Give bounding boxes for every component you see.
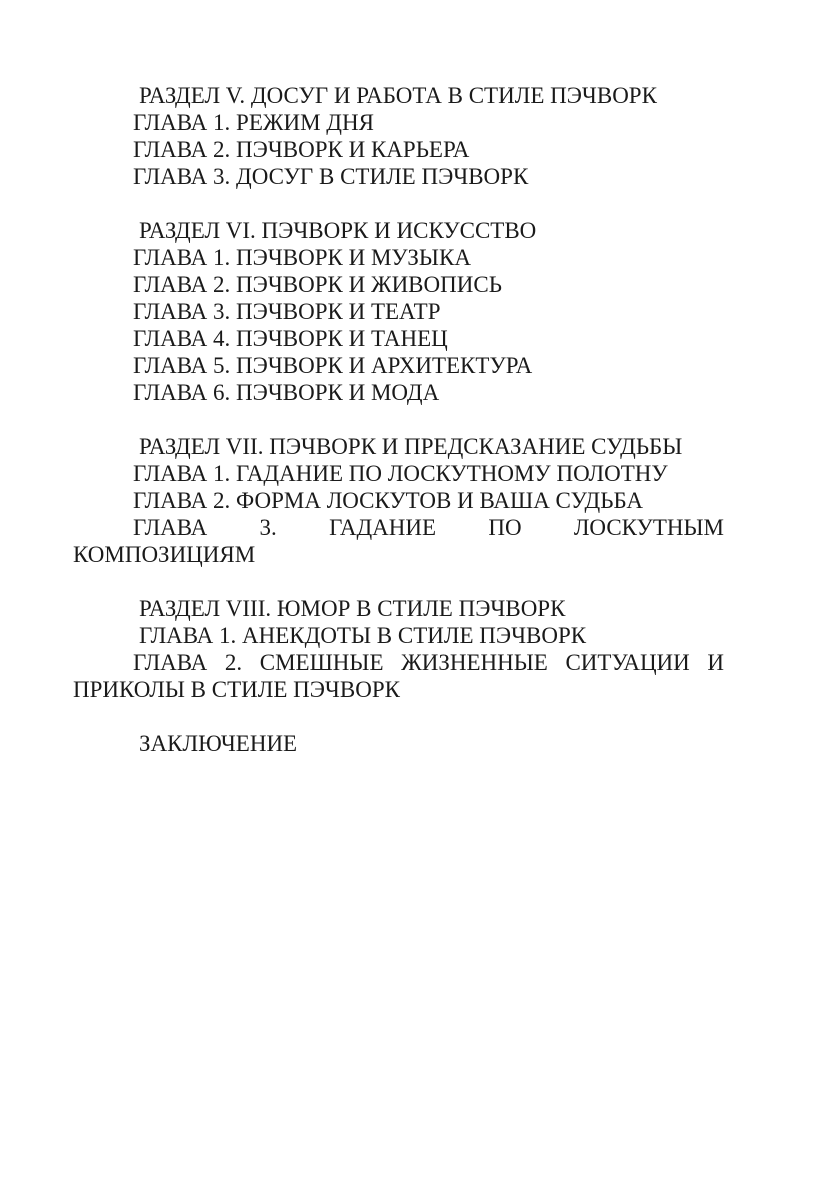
section-title: РАЗДЕЛ VI. ПЭЧВОРК И ИСКУССТВО <box>139 218 537 243</box>
section-title: РАЗДЕЛ VIII. ЮМОР В СТИЛЕ ПЭЧВОРК <box>139 596 566 621</box>
toc-section-7 <box>73 433 724 568</box>
chapter-item: ГЛАВА 3. ГАДАНИЕ ПО ЛОСКУТНЫМ КОМПОЗИЦИЯМ <box>73 515 724 567</box>
toc-section-6 <box>73 217 724 406</box>
toc-conclusion <box>73 730 724 757</box>
section-title: РАЗДЕЛ VII. ПЭЧВОРК И ПРЕДСКАЗАНИЕ СУДЬБЫ <box>139 434 683 459</box>
conclusion-title: ЗАКЛЮЧЕНИЕ <box>139 731 298 756</box>
section-title: РАЗДЕЛ V. ДОСУГ И РАБОТА В СТИЛЕ ПЭЧВОРК <box>139 83 657 108</box>
chapter-item: ГЛАВА 4. ПЭЧВОРК И ТАНЕЦ <box>133 326 448 351</box>
chapter-item: ГЛАВА 1. АНЕКДОТЫ В СТИЛЕ ПЭЧВОРК <box>139 623 587 648</box>
chapter-item: ГЛАВА 1. ПЭЧВОРК И МУЗЫКА <box>133 245 471 270</box>
chapter-item: ГЛАВА 3. ДОСУГ В СТИЛЕ ПЭЧВОРК <box>133 164 529 189</box>
chapter-item: ГЛАВА 2. ФОРМА ЛОСКУТОВ И ВАША СУДЬБА <box>133 488 643 513</box>
chapter-item: ГЛАВА 2. ПЭЧВОРК И КАРЬЕРА <box>133 137 470 162</box>
chapter-item: ГЛАВА 5. ПЭЧВОРК И АРХИТЕКТУРА <box>133 353 533 378</box>
chapter-item: ГЛАВА 2. ПЭЧВОРК И ЖИВОПИСЬ <box>133 272 502 297</box>
table-of-contents <box>73 82 724 784</box>
chapter-item: ГЛАВА 2. СМЕШНЫЕ ЖИЗНЕННЫЕ СИТУАЦИИ И ПРИКОЛЫ В СТИЛЕ ПЭЧВОРК <box>73 650 724 702</box>
chapter-item: ГЛАВА 3. ПЭЧВОРК И ТЕАТР <box>133 299 441 324</box>
chapter-item: ГЛАВА 6. ПЭЧВОРК И МОДА <box>133 380 440 405</box>
chapter-item: ГЛАВА 1. ГАДАНИЕ ПО ЛОСКУТНОМУ ПОЛОТНУ <box>133 461 668 486</box>
chapter-item: ГЛАВА 1. РЕЖИМ ДНЯ <box>133 110 374 135</box>
toc-section-8 <box>73 595 724 703</box>
toc-section-5 <box>73 82 724 190</box>
